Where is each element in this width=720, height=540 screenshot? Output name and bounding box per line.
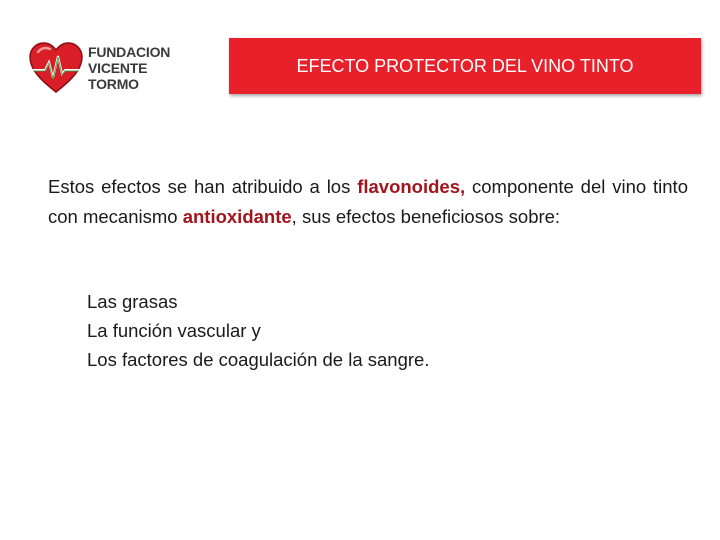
slide-title: EFECTO PROTECTOR DEL VINO TINTO xyxy=(296,55,634,76)
highlight-flavonoides: flavonoides, xyxy=(357,176,466,197)
heart-ecg-icon xyxy=(28,42,84,94)
slide-title-banner xyxy=(229,38,701,94)
intro-text-3: , sus efectos beneficiosos sobre: xyxy=(291,206,561,227)
list-item: Los factores de coagulación de la sangre. xyxy=(87,349,430,370)
highlight-antioxidante: antioxidante xyxy=(182,206,292,227)
list-item: La función vascular y xyxy=(87,320,261,341)
intro-text-2: componente del vino tinto con mecanismo xyxy=(48,176,688,227)
list-item: Las grasas xyxy=(87,291,178,312)
logo-text xyxy=(88,44,198,92)
logo xyxy=(28,38,198,98)
effects-list xyxy=(87,287,429,374)
logo-line-1: FUNDACION xyxy=(88,44,171,60)
intro-paragraph xyxy=(48,172,688,232)
intro-text-1: Estos efectos se han atribuido a los xyxy=(48,176,358,197)
logo-line-2: VICENTE TORMO xyxy=(88,60,148,92)
